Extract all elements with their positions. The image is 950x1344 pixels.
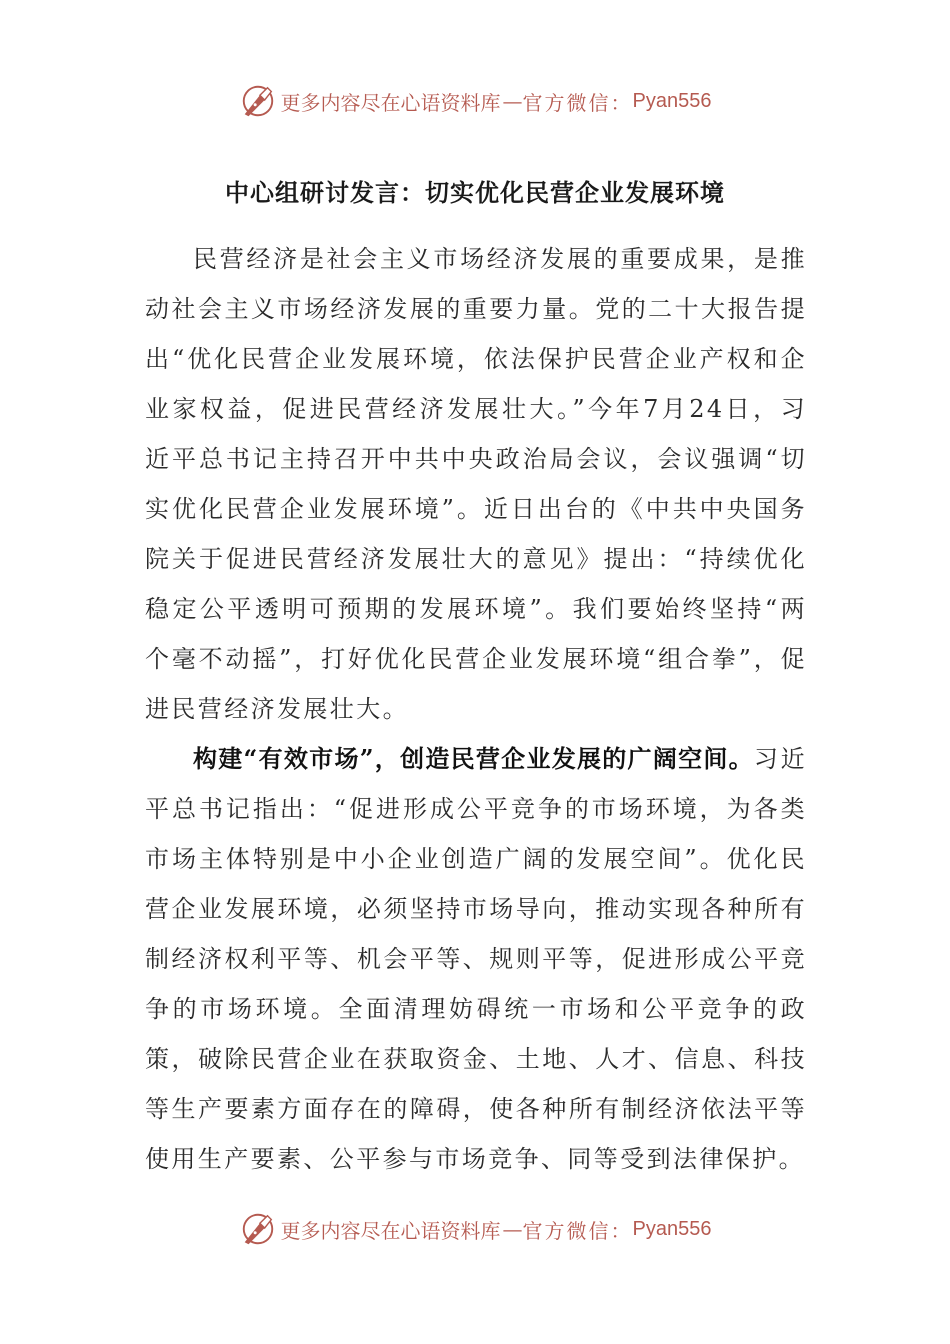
paragraph-intro (145, 234, 807, 734)
document-title: 中心组研讨发言：切实优化民营企业发展环境 (225, 178, 725, 207)
paragraph-effective-market (145, 734, 807, 1184)
document-body (145, 234, 807, 1184)
paragraph-text: 习近平总书记指出：“促进形成公平竞争的市场环境，为各类市场主体特别是中小企业创造广阔的发展空间”。优化民营企业发展环境，必须坚持市场导向，推动实现各种所有制经济权利平等、机会平等、规则平等，促进形成公平竞争的市场环境。全面清理妨碍统一市场和公平竞争的政策，破除民营企业在获取资金、土地、人才、信息、科技等生产要素方面存在的障碍，使各种所有制经济依法平等使用生产要素、公平参与市场竞争、同等受到法律保护。 (145, 745, 807, 1173)
paragraph-lead: 构建“有效市场”，创造民营企业发展的广阔空间。 (193, 744, 754, 773)
paragraph-text: 民营经济是社会主义市场经济发展的重要成果，是推动社会主义市场经济发展的重要力量。党的二十大报告提出“优化民营企业发展环境，依法保护民营企业产权和企业家权益，促进民营经济发展壮大。”今年7月24日，习近平总书记主持召开中共中央政治局会议，会议强调“切实优化民营企业发展环境”。近日出台的《中共中央国务院关于促进民营经济发展壮大的意见》提出：“持续优化稳定公平透明可预期的发展环境”。我们要始终坚持“两个毫不动摇”，打好优化民营企业发展环境“组合拳”，促进民营经济发展壮大。 (145, 245, 807, 723)
pen-nib-logo-icon (239, 1210, 277, 1248)
header-banner (0, 79, 950, 123)
banner-wechat-id: Pyan556 (632, 89, 712, 112)
banner-wechat-id: Pyan556 (632, 1217, 712, 1240)
banner-text: 更多内容尽在心语资料库 (280, 90, 501, 115)
banner-wechat-label: 官方微信： (522, 1218, 633, 1243)
banner-dash: — (502, 89, 521, 113)
footer-banner (0, 1207, 950, 1251)
banner-text: 更多内容尽在心语资料库 (280, 1218, 501, 1243)
pen-nib-logo-icon (239, 82, 277, 120)
banner-dash: — (502, 1217, 521, 1241)
banner-wechat-label: 官方微信： (522, 90, 633, 115)
